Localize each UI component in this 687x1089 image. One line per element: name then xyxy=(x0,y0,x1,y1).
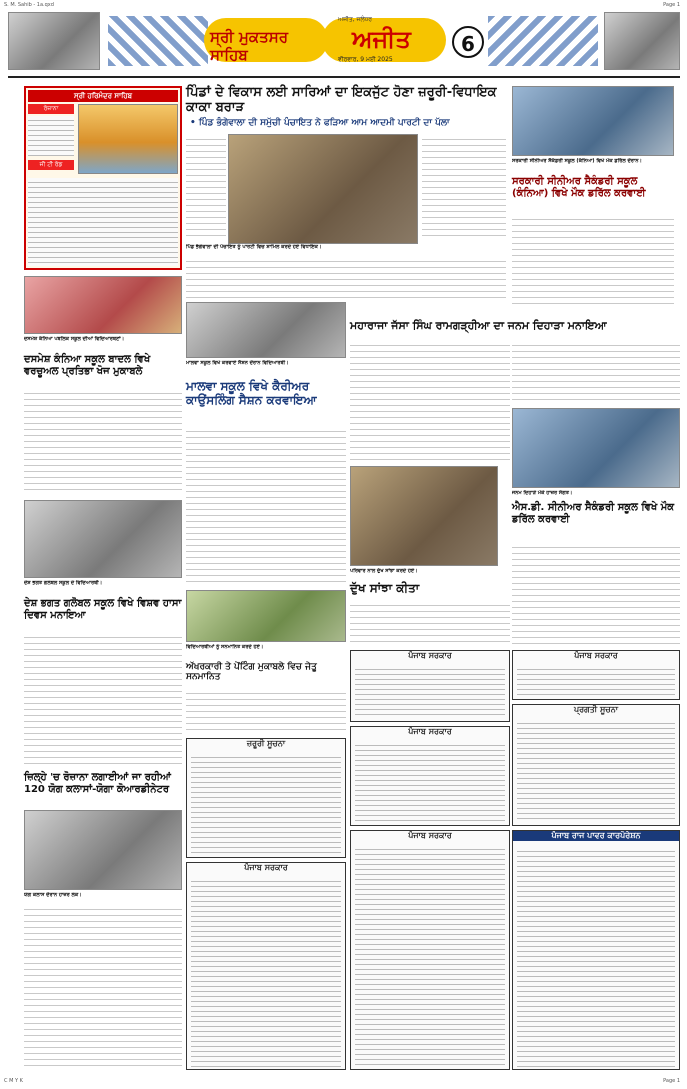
masthead-pattern-left xyxy=(108,16,208,66)
ad-3-title: ਪੰਜਾਬ ਸਰਕਾਰ xyxy=(408,727,452,736)
lead-caption: ਪਿੰਡ ਭੰਗੇਵਾਲਾ ਦੀ ਪੰਚਾਇਤ ਨੂੰ ਪਾਰਟੀ ਵਿਚ ਸ਼ਾਮਿਲ ਕਰਦੇ ਹੋਏ ਵਿਧਾਇਕ। xyxy=(186,244,322,250)
masthead-edition: ਅਜੀਤ, ਜਲੰਧਰ xyxy=(338,16,373,23)
dukh-headline: ਦੁੱਖ ਸਾਂਝਾ ਕੀਤਾ xyxy=(350,581,420,595)
ad-3-body xyxy=(355,741,505,823)
akhar-photo xyxy=(186,590,346,642)
desh-headline: ਦੇਸ਼ ਭਗਤ ਗਲੋਬਲ ਸਕੂਲ ਵਿਖੇ ਵਿਸ਼ਵ ਹਾਸਾ ਦਿਵਸ ਮਨਾਇਆ xyxy=(24,598,182,621)
akhar-text xyxy=(186,688,346,734)
ad-5-body xyxy=(191,753,341,855)
dukh-caption: ਪਰਿਵਾਰ ਨਾਲ ਦੁੱਖ ਸਾਂਝਾ ਕਰਦੇ ਹੋਏ। xyxy=(350,568,418,574)
lead-headline: ਪਿੰਡਾਂ ਦੇ ਵਿਕਾਸ ਲਈ ਸਾਰਿਆਂ ਦਾ ਇਕਜੁੱਟ ਹੋਣਾ ਜ਼ਰੂਰੀ-ਵਿਧਾਇਕ ਕਾਕਾ ਬਰਾੜ xyxy=(186,85,497,115)
masthead-rule xyxy=(8,76,680,78)
ad-5 xyxy=(186,738,346,858)
zila-headline: ਜ਼ਿਲ੍ਹੇ 'ਚ ਰੋਜ਼ਾਨਾ ਲਗਾਈਆਂ ਜਾ ਰਹੀਆਂ 120 ਯੋਗ ਕਲਾਸਾਂ-ਯੋਗਾ ਕੋਆਰਡੀਨੇਟਰ xyxy=(24,772,171,795)
ad-6-title: ਪੰਜਾਬ ਸਰਕਾਰ xyxy=(408,831,452,840)
ad-1 xyxy=(350,650,510,722)
lead-subhead: • ਪਿੰਡ ਭੰਗੇਵਾਲਾ ਦੀ ਸਮੁੱਚੀ ਪੰਚਾਇਤ ਨੇ ਫੜਿਆ ਆਮ ਆਦਮੀ ਪਾਰਟੀ ਦਾ ਪੱਲਾ xyxy=(190,118,450,128)
ad-3 xyxy=(350,726,510,826)
masthead-left-photo xyxy=(8,12,100,70)
desh-text xyxy=(24,632,182,768)
right-top-photo xyxy=(512,86,674,156)
ad-8-body xyxy=(191,877,341,1067)
left-ad-text-2 xyxy=(28,178,178,266)
ad-5-title: ਜ਼ਰੂਰੀ ਸੂਚਨਾ xyxy=(246,739,286,748)
lead-text-col-2 xyxy=(422,134,506,238)
page-number: 6 xyxy=(452,26,484,58)
akhar-headline: ਅੱਖਰਕਾਰੀ ਤੇ ਪੇਂਟਿੰਗ ਮੁਕਾਬਲੇ ਵਿਚ ਜੇਤੂ ਸਨਮਾਨਿਤ xyxy=(186,662,317,683)
dashmesh-headline: ਦਸਮੇਸ਼ ਕੰਨਿਆ ਸਕੂਲ ਬਾਦਲ ਵਿਖੇ ਵਰਚੂਅਲ ਪ੍ਰਤਿਭਾ ਖੋਜ ਮੁਕਾਬਲੇ xyxy=(24,354,151,377)
ad-1-title: ਪੰਜਾਬ ਸਰਕਾਰ xyxy=(408,651,452,660)
akhar-caption: ਵਿਦਿਆਰਥੀਆਂ ਨੂੰ ਸਨਮਾਨਿਤ ਕਰਦੇ ਹੋਏ। xyxy=(186,644,264,650)
ad-7 xyxy=(512,830,680,1070)
right-top-caption: ਸਰਕਾਰੀ ਸੀਨੀਅਰ ਸੈਕੰਡਰੀ ਸਕੂਲ (ਕੰਨਿਆ) ਵਿਖੇ ਮੌਕ ਡਰਿੱਲ ਦੌਰਾਨ। xyxy=(512,158,642,164)
dashmesh-photo xyxy=(24,276,182,334)
zila-photo xyxy=(24,810,182,890)
masthead-pattern-right xyxy=(488,16,598,66)
file-strip-right: Page 1 xyxy=(663,2,680,8)
lead-text-bottom xyxy=(186,256,506,298)
ad-2 xyxy=(512,650,680,700)
ad-2-title: ਪੰਜਾਬ ਸਰਕਾਰ xyxy=(574,651,618,660)
left-ad-golden-temple-image xyxy=(78,104,178,174)
dashmesh-text xyxy=(24,388,182,494)
left-ad-band-1: ਰੋਜ਼ਾਨਾ xyxy=(28,104,74,114)
ss-headline: ਐਸ.ਡੀ. ਸੀਨੀਅਰ ਸੈਕੰਡਰੀ ਸਕੂਲ ਵਿਖੇ ਮੌਕ ਡਰਿੱਲ ਕਰਵਾਈ xyxy=(512,502,675,525)
file-strip-left: S. M. Sahib - 1a.qxd xyxy=(4,2,54,8)
footer-right: Page 1 xyxy=(663,1078,680,1084)
left-ad-box xyxy=(24,86,182,270)
masthead-right-photo xyxy=(604,12,680,70)
ad-4 xyxy=(512,704,680,826)
lead-text-col-1 xyxy=(186,134,226,238)
masthead-paper-name: ਅਜੀਤ xyxy=(352,24,411,53)
dukh-photo xyxy=(350,466,498,566)
ss-text xyxy=(512,542,680,646)
masthead-city: ਸ੍ਰੀ ਮੁਕਤਸਰ ਸਾਹਿਬ xyxy=(210,28,289,64)
dashmesh-caption: ਦਸਮੇਸ਼ ਕੰਨਿਆ ਪਬਲਿਕ ਸਕੂਲ ਦੀਆਂ ਵਿਦਿਆਰਥਣਾਂ। xyxy=(24,336,125,342)
right-top-headline: ਸਰਕਾਰੀ ਸੀਨੀਅਰ ਸੈਕੰਡਰੀ ਸਕੂਲ (ਕੰਨਿਆ) ਵਿਖੇ ਮੌਕ ਡਰਿੱਲ ਕਰਵਾਈ xyxy=(512,176,646,199)
left-ad-text-1 xyxy=(28,116,74,156)
ad-8-title: ਪੰਜਾਬ ਸਰਕਾਰ xyxy=(244,863,288,872)
maharaja-text-2 xyxy=(512,340,680,402)
ad-4-body xyxy=(517,719,675,823)
ad-7-body xyxy=(517,847,675,1067)
ad-6-body xyxy=(355,845,505,1067)
malwa-text xyxy=(186,426,346,586)
lead-photo xyxy=(228,134,418,244)
left-ad-band-2: ਜੀ ਟੀ ਰੋਡ xyxy=(28,160,74,170)
maharaja-photo xyxy=(512,408,680,488)
malwa-photo xyxy=(186,302,346,358)
masthead xyxy=(8,12,680,74)
left-ad-title: ਸ੍ਰੀ ਹਰਿਮੰਦਰ ਸਾਹਿਬ xyxy=(28,90,178,102)
malwa-headline: ਮਾਲਵਾ ਸਕੂਲ ਵਿਖੇ ਕੈਰੀਅਰ ਕਾਉਂਸਲਿੰਗ ਸੈਸ਼ਨ ਕਰਵਾਇਆ xyxy=(186,379,317,407)
ad-4-title: ਪ੍ਰਗਤੀ ਸੂਚਨਾ xyxy=(573,705,618,714)
ad-2-body xyxy=(517,665,675,697)
ad-6 xyxy=(350,830,510,1070)
maharaja-text-1 xyxy=(350,340,510,460)
desh-caption: ਦੇਸ਼ ਭਗਤ ਗਲੋਬਲ ਸਕੂਲ ਦੇ ਵਿਦਿਆਰਥੀ। xyxy=(24,580,103,586)
ad-7-title: ਪੰਜਾਬ ਰਾਜ ਪਾਵਰ ਕਾਰਪੋਰੇਸ਼ਨ xyxy=(513,831,679,841)
footer-left: C M Y K xyxy=(4,1078,23,1084)
ad-1-body xyxy=(355,665,505,719)
zila-caption: ਯੋਗ ਕਲਾਸ ਦੌਰਾਨ ਹਾਜ਼ਰ ਲੋਕ। xyxy=(24,892,82,898)
zila-text xyxy=(24,904,182,1070)
masthead-date: ਵੀਰਵਾਰ, 9 ਮਈ 2025 xyxy=(338,56,393,63)
dukh-text xyxy=(350,600,510,644)
maharaja-caption: ਜਨਮ ਦਿਹਾੜੇ ਮੌਕੇ ਹਾਜ਼ਰ ਸੰਗਤ। xyxy=(512,490,573,496)
right-top-text xyxy=(512,214,674,306)
malwa-caption: ਮਾਲਵਾ ਸਕੂਲ ਵਿਖੇ ਕਰਵਾਏ ਸੈਸ਼ਨ ਦੌਰਾਨ ਵਿਦਿਆਰਥੀ। xyxy=(186,360,289,366)
maharaja-headline: ਮਹਾਰਾਜਾ ਜੱਸਾ ਸਿੰਘ ਰਾਮਗੜ੍ਹੀਆ ਦਾ ਜਨਮ ਦਿਹਾੜਾ ਮਨਾਇਆ xyxy=(350,319,607,332)
desh-photo xyxy=(24,500,182,578)
ad-8 xyxy=(186,862,346,1070)
